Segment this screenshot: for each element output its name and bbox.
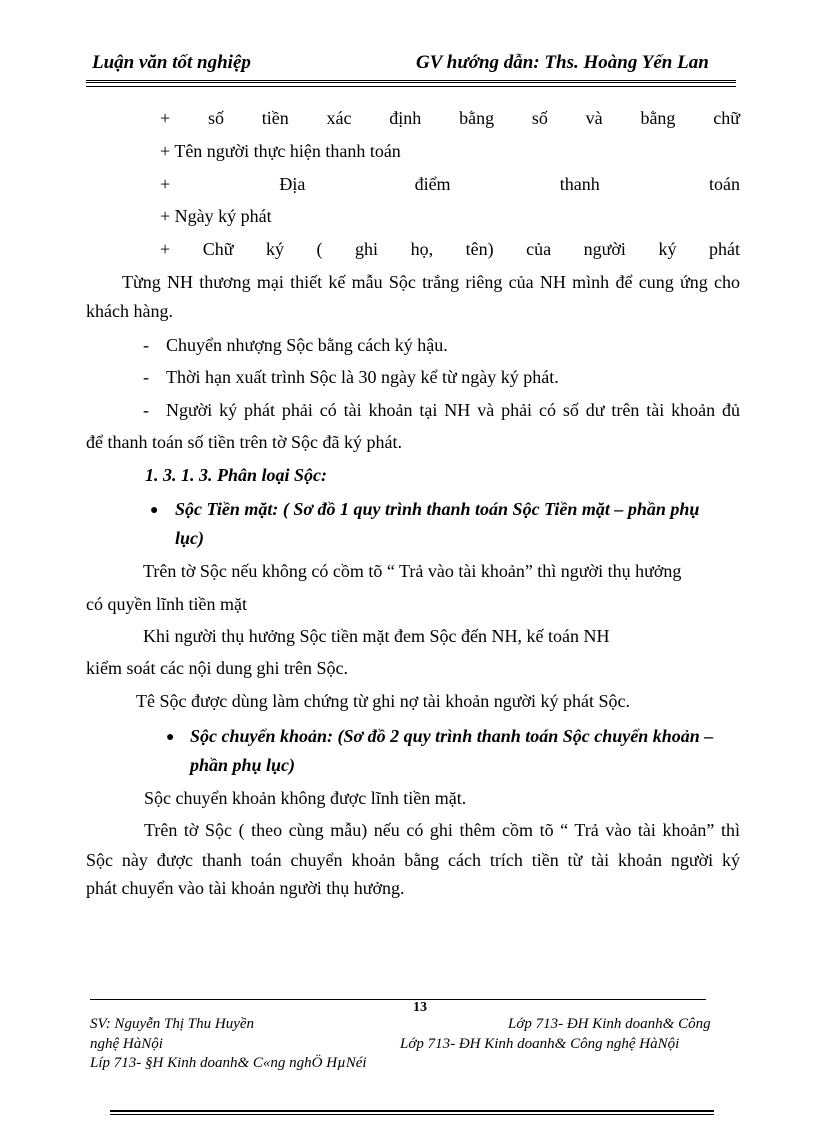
word: người [583,239,626,259]
word: bằng [640,108,676,128]
word: họ, [410,239,434,259]
word: phát [709,239,740,259]
dash-item-deadline: Thời hạn xuất trình Sộc là 30 ngày kể từ ngày ký phát. [166,367,559,387]
word: Địa [279,174,306,194]
word: điểm [414,174,451,194]
cash-paragraph-3: Tê Sộc được dùng làm chứng từ ghi nợ tài khoản người ký phát Sộc. [136,691,631,711]
transfer-paragraph-2-line-2: Sộc này được thanh toán chuyển khoản bằng cách trích tiền từ tài khoản người ký [86,850,740,870]
section-title: 1. 3. 1. 3. Phân loại Sộc: [145,465,328,485]
dash-item-account-line-1: Người ký phát phải có tài khoản tại NH và phải có số dư trên tài khoản đủ [166,400,740,420]
cash-paragraph-1-line-1: Trên tờ Sộc nếu không có cồm tõ “ Trả vào tài khoản” thì người thụ hưởng [143,561,682,581]
word: chữ [713,108,740,128]
plus-line-amount [160,108,740,129]
cash-paragraph-2-line-1: Khi người thụ hưởng Sộc tiền mặt đem Sộc đến NH, kế toán NH [143,626,610,646]
footer-class-line-2-right: Lớp 713- ĐH Kinh doanh& Công nghệ HàNội [400,1036,680,1052]
header-left-title: Luận văn tốt nghiệp [92,52,251,73]
bullet-transfer-heading-line-1: Sộc chuyển khoản: (Sơ đồ 2 quy trình thanh toán Sộc chuyển khoản – [190,726,714,746]
bullet-cash-heading-line-1: Sộc Tiền mặt: ( Sơ đồ 1 quy trình thanh toán Sộc Tiền mặt – phần phụ [175,499,700,519]
page-number: 13 [413,1000,427,1015]
footer-rule [90,999,706,1000]
dash-marker: - [143,335,149,355]
paragraph-design-line-2: khách hàng. [86,301,173,321]
word: tiền [261,108,289,128]
word: ký [265,239,284,259]
footer-bottom-rule [110,1110,714,1115]
footer-class-line-2-left: nghệ HàNội [90,1036,163,1052]
word: ký [658,239,677,259]
bullet-cash-heading-line-2: lục) [175,528,204,548]
footer-class-line-1: Lớp 713- ĐH Kinh doanh& Công [508,1016,711,1032]
cash-paragraph-2-line-2: kiểm soát các nội dung ghi trên Sộc. [86,658,348,678]
dash-item-transfer: Chuyển nhượng Sộc bằng cách ký hậu. [166,335,448,355]
word: thanh [559,174,600,194]
transfer-paragraph-1: Sộc chuyển khoản không được lĩnh tiền mặt. [144,788,467,808]
word: định [389,108,422,128]
word: + [160,239,171,259]
plus-line-payer: + Tên người thực hiện thanh toán [160,141,401,161]
plus-line-date: + Ngày ký phát [160,206,272,226]
transfer-paragraph-2-line-1: Trên tờ Sộc ( theo cùng mẫu) nếu có ghi thêm cồm tõ “ Trả vào tài khoản” thì [144,820,740,840]
word: + [160,174,171,194]
word: và [585,108,603,128]
dash-marker: - [143,367,149,387]
header-right-advisor: GV hướng dẫn: Ths. Hoàng Yến Lan [416,52,709,73]
cash-paragraph-1-line-2: có quyền lĩnh tiền mặt [86,594,247,614]
header-rule [86,80,736,87]
paragraph-design-line-1: Từng NH thương mại thiết kế mẫu Sộc trắng riêng của NH mình để cung ứng cho [122,272,740,292]
plus-line-signature [160,239,740,260]
transfer-paragraph-2-line-3: phát chuyển vào tài khoản người thụ hưởng. [86,878,405,898]
word: + [160,108,171,128]
bullet-marker: ● [166,730,175,745]
word: số [207,108,224,128]
word: toán [708,174,740,194]
word: tên) [465,239,494,259]
word: ( [316,239,323,259]
bullet-transfer-heading-line-2: phần phụ lục) [190,755,296,775]
word: xác [326,108,352,128]
word: Chữ [202,239,234,259]
dash-marker: - [143,400,149,420]
plus-line-place [160,174,740,195]
dash-item-account-line-2: để thanh toán số tiền trên tờ Sộc đã ký phát. [86,432,402,452]
bullet-marker: ● [150,503,159,518]
footer-student: SV: Nguyễn Thị Thu Huyền [90,1016,255,1032]
word: ghi [355,239,379,259]
footer-class-line-3: Líp 713- §H Kinh doanh& C«ng nghÖ HµNéi [90,1055,367,1071]
word: của [526,239,552,259]
word: số [531,108,548,128]
word: bằng [459,108,495,128]
